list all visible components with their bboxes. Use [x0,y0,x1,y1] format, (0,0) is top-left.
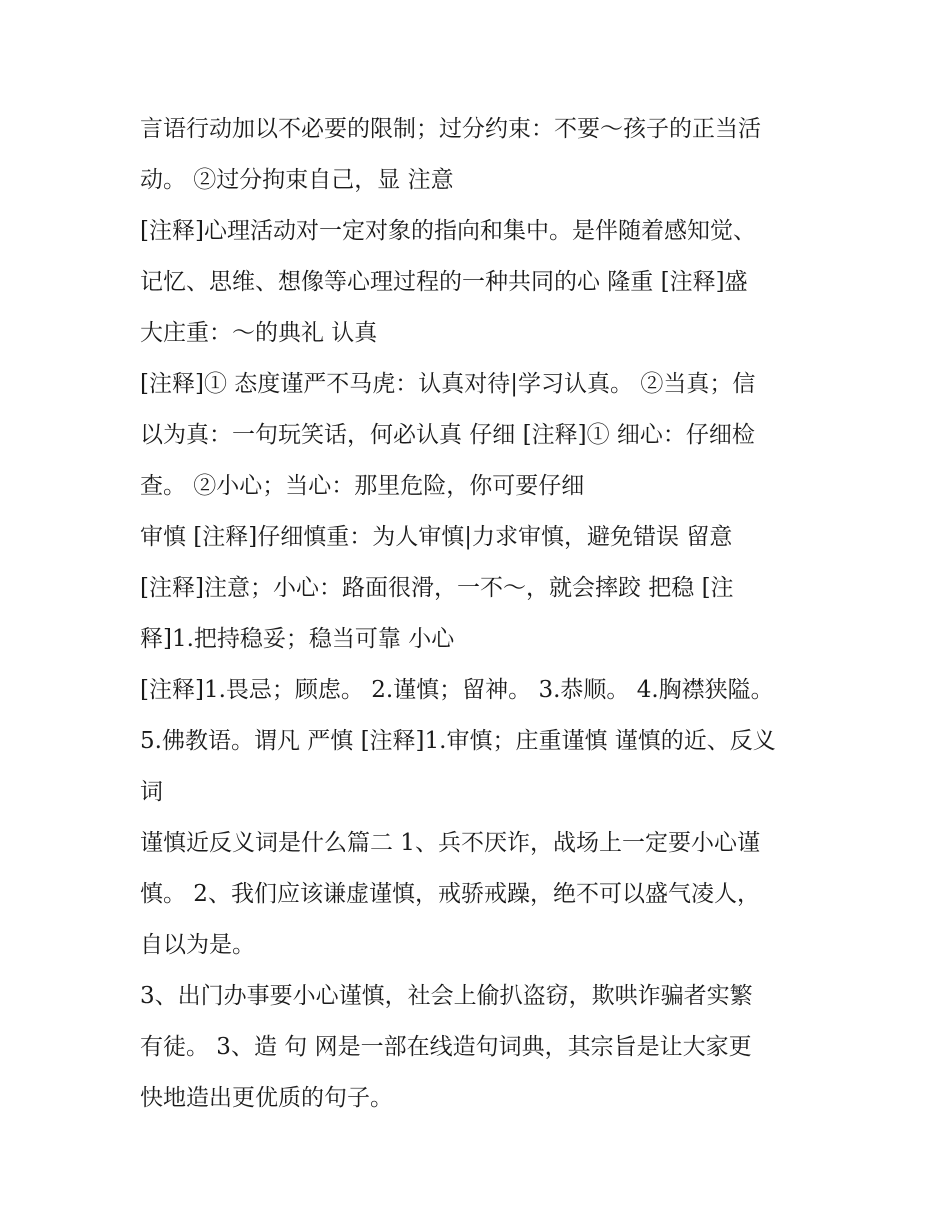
text-line: 释]1.把持稳妥；稳当可靠 小心 [140,626,455,652]
text-line: 谨慎近反义词是什么篇二 1、兵不厌诈，战场上一定要小心谨 [140,830,760,856]
text-line: 大庄重：～的典礼 认真 [140,320,378,346]
text-line: 查。 ②小心；当心：那里危险，你可要仔细 [140,473,585,499]
text-line: 以为真：一句玩笑话，何必认真 仔细 [注释]① 细心：仔细检 [140,422,755,448]
text-line: 3、出门办事要小心谨慎，社会上偷扒盗窃，欺哄诈骗者实繁 [140,983,753,1009]
text-line: 记忆、思维、想像等心理过程的一种共同的心 隆重 [注释]盛 [140,269,748,295]
text-line: 自以为是。 [140,932,255,958]
text-line: [注释]① 态度谨严不马虎：认真对待|学习认真。 ②当真；信 [140,371,756,397]
text-line: [注释]心理活动对一定对象的指向和集中。是伴随着感知觉、 [140,218,756,244]
text-line: 慎。 2、我们应该谦虚谨慎，戒骄戒躁，绝不可以盛气凌人， [140,881,760,907]
text-line: [注释]1.畏忌；顾虑。 2.谨慎；留神。 3.恭顺。 4.胸襟狭隘。 [140,677,774,703]
text-line: 有徒。 3、造 句 网是一部在线造句词典，其宗旨是让大家更 [140,1034,752,1060]
text-line: 快地造出更优质的句子。 [140,1085,393,1111]
text-line: 5.佛教语。谓凡 严慎 [注释]1.审慎；庄重谨慎 谨慎的近、反义 [140,728,776,754]
text-line: 词 [140,779,163,805]
body-text [140,104,830,1124]
text-line: [注释]注意；小心：路面很滑，一不～，就会摔跤 把稳 [注 [140,575,734,601]
text-line: 动。 ②过分拘束自己，显 注意 [140,167,454,193]
text-line: 审慎 [注释]仔细慎重：为人审慎|力求审慎，避免错误 留意 [140,524,733,550]
text-line: 言语行动加以不必要的限制；过分约束：不要～孩子的正当活 [140,116,761,142]
